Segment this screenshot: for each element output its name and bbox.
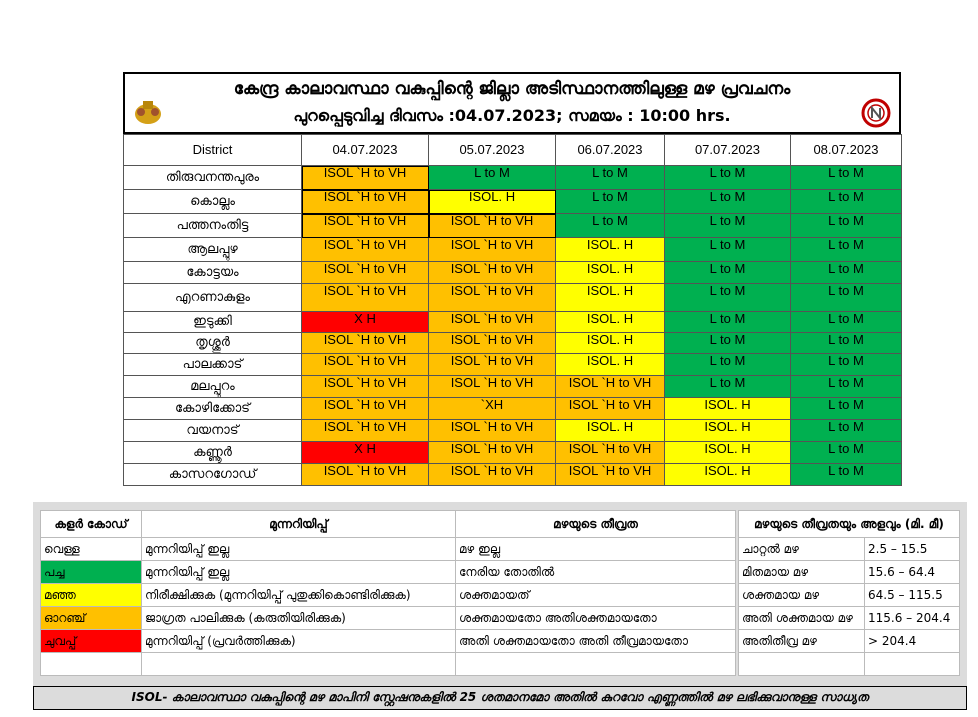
legend-intensity: മഴ ഇല്ല [456, 538, 736, 561]
forecast-cell: L to M [791, 238, 902, 262]
district-name: തിരുവനന്തപുരം [124, 166, 302, 190]
forecast-cell: ISOL `H to VH [429, 464, 556, 486]
forecast-cell: L to M [791, 376, 902, 398]
forecast-cell: L to M [665, 238, 791, 262]
forecast-cell: ISOL `H to VH [302, 190, 429, 214]
table-header-row [124, 135, 902, 166]
forecast-cell: L to M [665, 214, 791, 238]
forecast-cell: L to M [791, 333, 902, 354]
table-row [124, 333, 902, 354]
forecast-cell: L to M [665, 284, 791, 312]
legend-warning: മുന്നറിയിപ്പ് ഇല്ല [142, 538, 456, 561]
district-forecast-table [123, 134, 902, 486]
forecast-cell: L to M [791, 420, 902, 442]
forecast-cell: ISOL. H [665, 464, 791, 486]
forecast-cell: ISOL `H to VH [429, 376, 556, 398]
date-column-header: 05.07.2023 [429, 135, 556, 166]
district-name: പാലക്കാട് [124, 354, 302, 376]
forecast-cell: X H [302, 442, 429, 464]
forecast-cell: ISOL `H to VH [429, 238, 556, 262]
forecast-cell: ISOL `H to VH [302, 238, 429, 262]
table-row [124, 166, 902, 190]
range-label: അതിതീവ്ര മഴ [739, 630, 865, 653]
range-value: 64.5 – 115.5 [865, 584, 960, 607]
legend-header-color: കളർ കോഡ് [41, 511, 142, 538]
district-name: ആലപ്പുഴ [124, 238, 302, 262]
forecast-cell: ISOL `H to VH [302, 354, 429, 376]
district-name: എറണാകുളം [124, 284, 302, 312]
forecast-cell: ISOL. H [556, 333, 665, 354]
forecast-cell: L to M [791, 284, 902, 312]
imd-logo-icon [861, 98, 891, 128]
table-row [124, 312, 902, 333]
issue-date-time: പുറപ്പെടുവിച്ച ദിവസം :04.07.2023; സമയം : 10:00 hrs. [293, 106, 731, 125]
forecast-cell: ISOL. H [556, 420, 665, 442]
range-header-row [739, 511, 960, 538]
legend-color-swatch: മഞ്ഞ [41, 584, 142, 607]
forecast-cell: ISOL `H to VH [302, 284, 429, 312]
legend-color-swatch: ചുവപ്പ് [41, 630, 142, 653]
forecast-cell: ISOL `H to VH [302, 420, 429, 442]
color-code-legend [33, 502, 967, 710]
legend-header-intensity: മഴയുടെ തീവ്രത [456, 511, 736, 538]
table-row [124, 464, 902, 486]
district-name: പത്തനംതിട്ട [124, 214, 302, 238]
forecast-cell: ISOL `H to VH [429, 442, 556, 464]
range-value: 2.5 – 15.5 [865, 538, 960, 561]
range-label: ചാറ്റൽ മഴ [739, 538, 865, 561]
forecast-header [123, 72, 901, 134]
forecast-cell: L to M [429, 166, 556, 190]
legend-warning: മുന്നറിയിപ്പ് ഇല്ല [142, 561, 456, 584]
district-column-header: District [124, 135, 302, 166]
kerala-emblem-icon [133, 98, 163, 126]
table-row [124, 284, 902, 312]
forecast-cell: L to M [665, 262, 791, 284]
range-empty-row [739, 653, 960, 676]
forecast-cell: L to M [665, 312, 791, 333]
forecast-cell: ISOL `H to VH [429, 354, 556, 376]
forecast-cell: ISOL. H [665, 398, 791, 420]
isol-footnote: ISOL- കാലാവസ്ഥാ വകുപ്പിന്റെ മഴ മാപിനി സ്റ്റേഷനുകളിൽ 25 ശതമാനമോ അതിൽ കുറവോ എണ്ണത്തിൽ മഴ ലഭിക്കുവാനുള്ള സാധ്യത [33, 686, 967, 710]
range-row [739, 584, 960, 607]
table-row [124, 398, 902, 420]
forecast-cell: L to M [791, 398, 902, 420]
table-row [124, 354, 902, 376]
forecast-cell: ISOL. H [556, 354, 665, 376]
forecast-cell: ISOL `H to VH [429, 312, 556, 333]
legend-color-swatch: വെള്ള [41, 538, 142, 561]
legend-intensity: അതി ശക്തമായതോ അതി തീവ്രമായതോ [456, 630, 736, 653]
date-column-header: 06.07.2023 [556, 135, 665, 166]
forecast-cell: ISOL `H to VH [556, 442, 665, 464]
range-label: അതി ശക്തമായ മഴ [739, 607, 865, 630]
forecast-cell: L to M [665, 166, 791, 190]
forecast-cell: L to M [791, 190, 902, 214]
legend-warning: നിരീക്ഷിക്കുക (മുന്നറിയിപ്പ് പുതുക്കികൊണ്ടിരിക്കുക) [142, 584, 456, 607]
legend-row [41, 561, 736, 584]
forecast-cell: ISOL `H to VH [429, 420, 556, 442]
table-row [124, 214, 902, 238]
forecast-cell: ISOL `H to VH [302, 333, 429, 354]
rainfall-range-table [738, 510, 960, 676]
table-row [124, 238, 902, 262]
legend-header-row [41, 511, 736, 538]
range-value: > 204.4 [865, 630, 960, 653]
legend-empty-row [41, 653, 736, 676]
forecast-cell: ISOL. H [556, 312, 665, 333]
district-name: കൊല്ലം [124, 190, 302, 214]
district-name: വയനാട് [124, 420, 302, 442]
forecast-cell: L to M [791, 442, 902, 464]
forecast-panel [123, 72, 901, 486]
forecast-cell: ISOL `H to VH [556, 398, 665, 420]
legend-row [41, 607, 736, 630]
legend-warning: മുന്നറിയിപ്പ് (പ്രവർത്തിക്കുക) [142, 630, 456, 653]
range-row [739, 607, 960, 630]
forecast-cell: ISOL `H to VH [429, 333, 556, 354]
table-row [124, 376, 902, 398]
forecast-cell: ISOL. H [429, 190, 556, 214]
forecast-cell: ISOL `H to VH [556, 464, 665, 486]
legend-header-warning: മുന്നറിയിപ്പ് [142, 511, 456, 538]
legend-color-swatch: പച്ച [41, 561, 142, 584]
forecast-cell: ISOL. H [556, 284, 665, 312]
range-value: 115.6 – 204.4 [865, 607, 960, 630]
forecast-cell: ISOL. H [556, 238, 665, 262]
forecast-cell: ISOL `H to VH [429, 262, 556, 284]
legend-color-swatch: ഓറഞ്ച് [41, 607, 142, 630]
legend-row [41, 584, 736, 607]
forecast-cell: L to M [556, 166, 665, 190]
table-row [124, 190, 902, 214]
forecast-cell: L to M [791, 166, 902, 190]
district-name: കാസറഗോഡ് [124, 464, 302, 486]
range-row [739, 561, 960, 584]
forecast-cell: `XH [429, 398, 556, 420]
forecast-cell: L to M [665, 354, 791, 376]
district-name: കോട്ടയം [124, 262, 302, 284]
district-name: ഇടുക്കി [124, 312, 302, 333]
forecast-cell: ISOL `H to VH [302, 376, 429, 398]
legend-row [41, 630, 736, 653]
forecast-cell: L to M [791, 312, 902, 333]
table-row [124, 262, 902, 284]
forecast-cell: L to M [791, 214, 902, 238]
forecast-cell: ISOL `H to VH [302, 262, 429, 284]
district-name: മലപ്പുറം [124, 376, 302, 398]
district-name: കോഴിക്കോട് [124, 398, 302, 420]
table-row [124, 420, 902, 442]
legend-intensity: നേരിയ തോതിൽ [456, 561, 736, 584]
forecast-cell: L to M [665, 333, 791, 354]
district-name: തൃശ്ശൂർ [124, 333, 302, 354]
forecast-cell: L to M [791, 354, 902, 376]
range-label: ശക്തമായ മഴ [739, 584, 865, 607]
forecast-cell: X H [302, 312, 429, 333]
forecast-cell: ISOL `H to VH [302, 464, 429, 486]
forecast-cell: ISOL `H to VH [302, 398, 429, 420]
forecast-cell: ISOL `H to VH [429, 214, 556, 238]
range-header: മഴയുടെ തീവ്രതയും അളവും (മി. മീ) [739, 511, 960, 538]
legend-row [41, 538, 736, 561]
forecast-cell: L to M [556, 214, 665, 238]
date-column-header: 04.07.2023 [302, 135, 429, 166]
range-row [739, 630, 960, 653]
forecast-cell: ISOL. H [556, 262, 665, 284]
forecast-cell: ISOL `H to VH [302, 214, 429, 238]
forecast-cell: ISOL. H [665, 420, 791, 442]
range-value: 15.6 – 64.4 [865, 561, 960, 584]
district-name: കണ്ണൂർ [124, 442, 302, 464]
forecast-cell: ISOL. H [665, 442, 791, 464]
forecast-cell: ISOL `H to VH [429, 284, 556, 312]
date-column-header: 07.07.2023 [665, 135, 791, 166]
forecast-cell: L to M [665, 190, 791, 214]
range-row [739, 538, 960, 561]
legend-table [40, 510, 736, 676]
forecast-cell: L to M [791, 464, 902, 486]
range-label: മിതമായ മഴ [739, 561, 865, 584]
forecast-cell: ISOL `H to VH [302, 166, 429, 190]
table-row [124, 442, 902, 464]
legend-intensity: ശക്തമായതോ അതിശക്തമായതോ [456, 607, 736, 630]
page-title: കേന്ദ്ര കാലാവസ്ഥാ വകുപ്പിന്റെ ജില്ലാ അടിസ്ഥാനത്തിലുള്ള മഴ പ്രവചനം [233, 79, 791, 99]
forecast-cell: L to M [791, 262, 902, 284]
date-column-header: 08.07.2023 [791, 135, 902, 166]
forecast-cell: L to M [556, 190, 665, 214]
forecast-cell: ISOL `H to VH [556, 376, 665, 398]
legend-warning: ജാഗ്രത പാലിക്കുക (കരുതിയിരിക്കുക) [142, 607, 456, 630]
forecast-cell: L to M [665, 376, 791, 398]
legend-intensity: ശക്തമായത് [456, 584, 736, 607]
